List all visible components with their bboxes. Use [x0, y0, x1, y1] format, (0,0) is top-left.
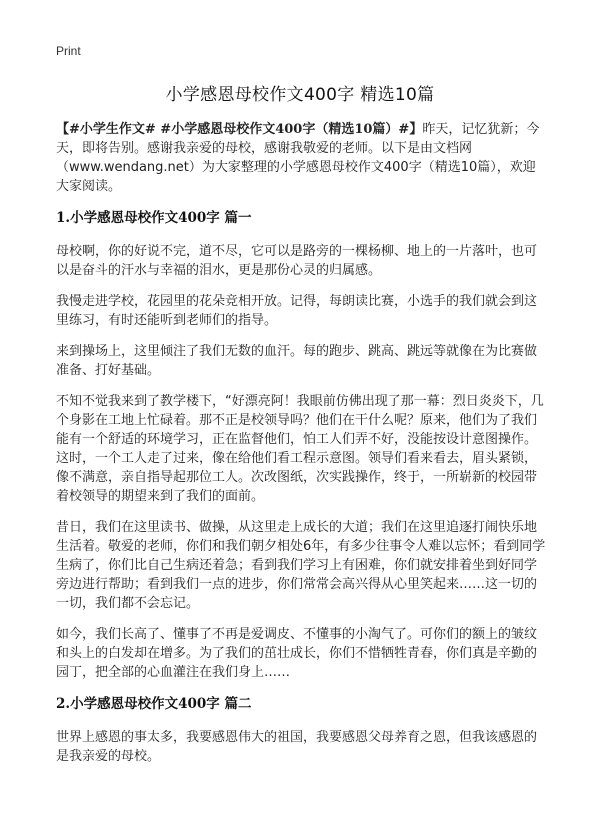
intro-text: 昨天，记忆犹新；今天，即将告别。感谢我亲爱的母校，感谢我敬爱的老师。以下是由文档网（www.wendang.net）为大家整理的小学感恩母校作文400字（精选10篇），欢迎大家阅读。 — [56, 122, 540, 194]
section-heading-1: 1.小学感恩母校作文400字 篇一 — [56, 210, 252, 226]
intro-paragraph — [56, 120, 546, 196]
paragraph: 如今，我们长高了、懂事了不再是爱调皮、不懂事的小淘气了。可你们的额上的皱纹和头上的白发却在增多。为了我们的茁壮成长，你们不惜牺牲青春，你们真是辛勤的园丁，把全部的心血灌注在我们身上…… — [56, 627, 538, 680]
print-label: Print — [56, 44, 81, 58]
intro-tags: 【#小学生作文# #小学感恩母校作文400字（精选10篇）#】 — [56, 122, 423, 137]
paragraph: 不知不觉我来到了教学楼下，“好漂亮阿！我眼前仿佛出现了那一幕：烈日炎炎下，几个身影在工地上忙碌着。那不正是校领导吗？他们在干什么呢？原来，他们为了我们能有一个舒适的环境学习，正在监督他们，怕工人们弄不好，没能按设计意图操作。这时，一个工人走了过来，像在给他们看工程示意图。领导们看来看去，眉头紧锁，像不满意，亲自指导起那位工人。次改图纸，次实践操作，终于，一所崭新的校园带着校领导的期望来到了我们的面前。 — [56, 394, 544, 504]
paragraph: 母校啊，你的好说不完，道不尽，它可以是路旁的一棵杨柳、地上的一片落叶，也可以是奋斗的汗水与幸福的泪水，更是那份心灵的归属感。 — [56, 244, 538, 278]
paragraph: 来到操场上，这里倾注了我们无数的血汗。每的跑步、跳高、跳远等就像在为比赛做准备、打好基础。 — [56, 344, 538, 378]
paragraph: 世界上感恩的事太多，我要感恩伟大的祖国，我要感恩父母养育之恩，但我该感恩的是我亲爱的母校。 — [56, 730, 538, 764]
paragraph: 我慢走进学校，花园里的花朵竞相开放。记得，每朗读比赛，小选手的我们就会到这里练习，有时还能听到老师们的指导。 — [56, 294, 538, 328]
paragraph: 昔日，我们在这里读书、做操，从这里走上成长的大道；我们在这里追逐打闹快乐地生活着。敬爱的老师，你们和我们朝夕相处6年，有多少往事令人难以忘怀；看到同学生病了，你们比自己生病还着急；看到我们学习上有困难，你们就安排着坐到好同学旁边进行帮助；看到我们一点的进步，你们常常会高兴得从心里笑起来……这一切的一切，我们都不会忘记。 — [56, 520, 546, 611]
page-title: 小学感恩母校作文400字 精选10篇 — [165, 85, 435, 105]
document-body — [56, 120, 546, 778]
section-heading-2: 2.小学感恩母校作文400字 篇二 — [56, 696, 252, 712]
